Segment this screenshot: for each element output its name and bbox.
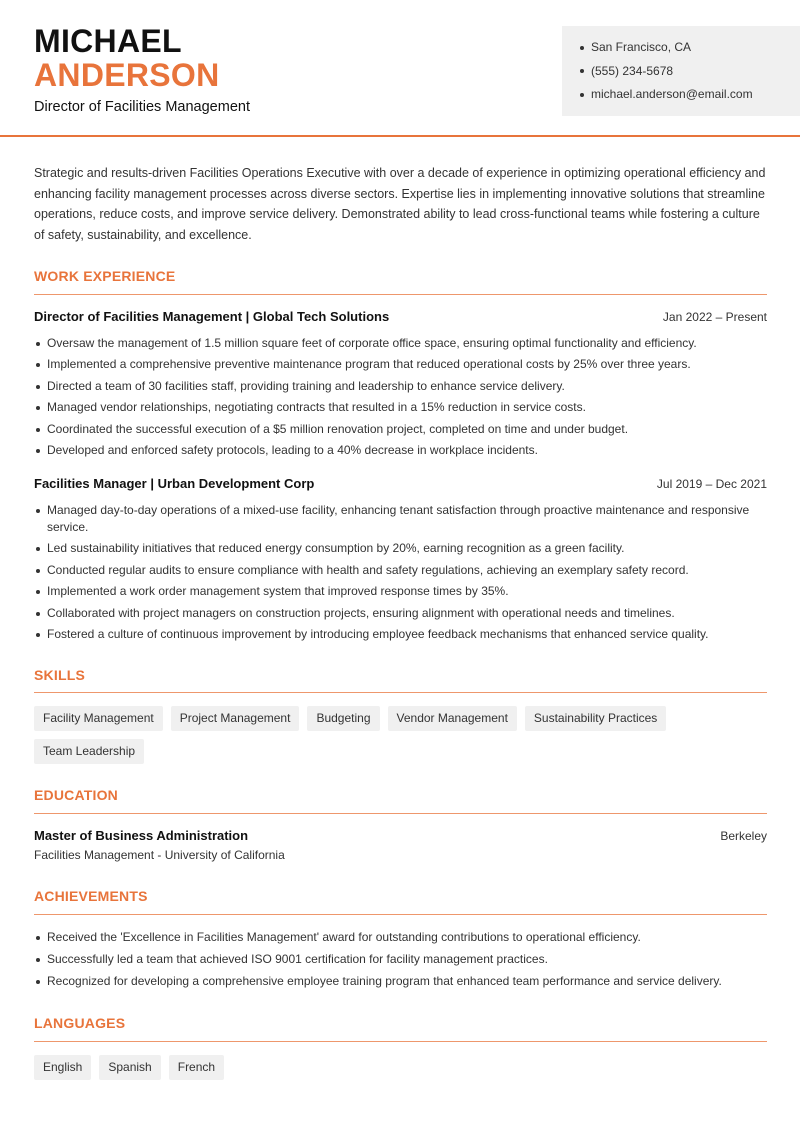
section-title-education: EDUCATION — [34, 787, 118, 803]
languages-list — [34, 1055, 769, 1080]
language-tag: Spanish — [99, 1055, 160, 1080]
bullet-icon — [580, 69, 584, 73]
skill-tag: Project Management — [171, 706, 300, 731]
bullet-icon — [580, 46, 584, 50]
section-title-achievements: ACHIEVEMENTS — [34, 888, 148, 904]
phone-text: (555) 234-5678 — [591, 63, 674, 78]
location-text: San Francisco, CA — [591, 40, 692, 54]
list-item: Directed a team of 30 facilities staff, providing training and leadership to enhance service delivery. — [34, 378, 769, 395]
contact-box — [562, 26, 800, 116]
resume-header — [0, 0, 800, 137]
list-item: Developed and enforced safety protocols, leading to a 40% decrease in workplace incidents. — [34, 442, 769, 459]
list-item: Led sustainability initiatives that reduced energy consumption by 20%, earning recognition as a green facility. — [34, 540, 769, 557]
education-degree: Master of Business Administration — [34, 828, 249, 843]
job-header — [34, 309, 767, 324]
first-name: MICHAEL — [34, 23, 182, 59]
list-item: Managed vendor relationships, negotiating contracts that resulted in a 15% reduction in service costs. — [34, 399, 769, 416]
education-location: Berkeley — [720, 829, 767, 843]
last-name: ANDERSON — [34, 57, 220, 93]
list-item: Implemented a comprehensive preventive maintenance program that reduced operational costs by 25% over three years. — [34, 356, 769, 373]
list-item: Managed day-to-day operations of a mixed-use facility, enhancing tenant satisfaction through proactive maintenance and responsive service. — [34, 502, 769, 536]
section-divider — [34, 914, 767, 915]
job-header — [34, 476, 767, 491]
section-title-languages: LANGUAGES — [34, 1015, 126, 1031]
education-school: Facilities Management - University of California — [34, 848, 285, 862]
language-tag: English — [34, 1055, 91, 1080]
skill-tag: Budgeting — [307, 706, 379, 731]
skill-tag: Facility Management — [34, 706, 163, 731]
job-title: Director of Facilities Management — [34, 99, 250, 115]
list-item: Fostered a culture of continuous improvement by introducing employee feedback mechanisms that enhanced service quality. — [34, 626, 769, 643]
list-item: Oversaw the management of 1.5 million square feet of corporate office space, ensuring optimal functionality and efficiency. — [34, 335, 769, 352]
list-item: Collaborated with project managers on construction projects, ensuring alignment with operational needs and timelines. — [34, 605, 769, 622]
section-divider — [34, 692, 767, 693]
skill-tag: Vendor Management — [388, 706, 517, 731]
section-divider — [34, 1041, 767, 1042]
list-item: Coordinated the successful execution of a $5 million renovation project, completed on time and under budget. — [34, 421, 769, 438]
contact-email[interactable] — [580, 83, 800, 107]
job-role: Facilities Manager | Urban Development Corp — [34, 476, 315, 491]
list-item: Received the 'Excellence in Facilities Management' award for outstanding contributions to operational efficiency. — [34, 929, 769, 946]
list-item: Successfully led a team that achieved ISO 9001 certification for facility management practices. — [34, 951, 769, 968]
job-dates: Jul 2019 – Dec 2021 — [656, 477, 767, 491]
skill-tag: Team Leadership — [34, 739, 144, 764]
section-title-work: WORK EXPERIENCE — [34, 268, 176, 284]
section-divider — [34, 813, 767, 814]
section-divider — [34, 294, 767, 295]
job-role: Director of Facilities Management | Global Tech Solutions — [34, 309, 390, 324]
email-link[interactable]: michael.anderson@email.com — [591, 87, 753, 101]
contact-phone — [580, 60, 800, 84]
language-tag: French — [169, 1055, 224, 1080]
job-bullets — [34, 502, 769, 647]
achievements-list — [34, 929, 769, 994]
skill-tag: Sustainability Practices — [525, 706, 666, 731]
section-title-skills: SKILLS — [34, 667, 85, 683]
bullet-icon — [580, 93, 584, 97]
job-bullets — [34, 335, 769, 463]
list-item: Recognized for developing a comprehensive employee training program that enhanced team performance and service delivery. — [34, 973, 769, 990]
job-dates: Jan 2022 – Present — [662, 310, 767, 324]
skills-list — [34, 706, 769, 764]
list-item: Implemented a work order management system that improved response times by 35%. — [34, 583, 769, 600]
contact-location — [580, 36, 800, 60]
list-item: Conducted regular audits to ensure compliance with health and safety regulations, achieving an exemplary safety record. — [34, 562, 769, 579]
education-header — [34, 828, 767, 843]
professional-summary: Strategic and results-driven Facilities Operations Executive with over a decade of experience in optimizing operational efficiency and enhancing facility management processes across diverse sectors. Expertise lies in implementing innovative solutions that streamline operations, reduce costs, and improve service delivery. Demonstrated ability to lead cross-functional teams while fostering a culture of safety, sustainability, and excellence. — [34, 166, 766, 243]
